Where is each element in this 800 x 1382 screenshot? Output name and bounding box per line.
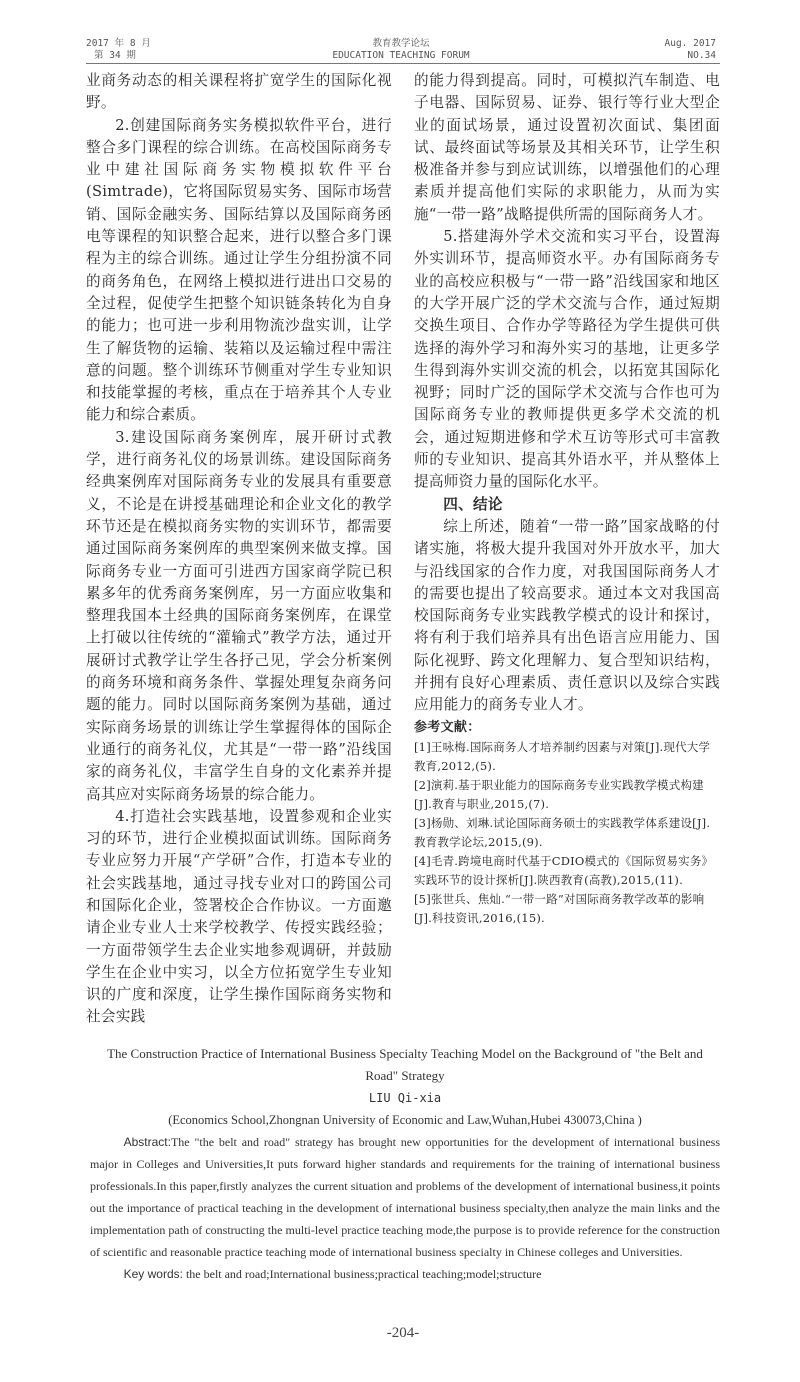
reference-item: [5]张世兵、焦灿.“一带一路”对国际商务教学改革的影响[J].科技资讯,2016,(15). xyxy=(414,891,705,925)
right-column xyxy=(414,70,720,928)
running-header-left xyxy=(86,38,296,62)
english-affiliation: (Economics School,Zhongnan University of Economic and Law,Wuhan,Hubei 430073,China ) xyxy=(168,1112,642,1127)
body-paragraph: 的能力得到提高。同时，可模拟汽车制造、电子电器、国际贸易、证券、银行等行业大型企业的面试场景，通过设置初次面试、集团面试、最终面试等场景及其相关环节，让学生积极准备并参与到应试训练，以增强他们的心理素质并提高他们实际的求职能力，从而为实施“一带一路”战略提供所需的国际商务人才。 xyxy=(414,72,720,223)
running-header xyxy=(86,38,720,64)
english-author: LIU Qi-xia xyxy=(368,1090,442,1105)
body-paragraph: 5.搭建海外学术交流和实习平台，设置海外实训环节，提高师资水平。办有国际商务专业的高校应积极与“一带一路”沿线国家和地区的大学开展广泛的学术交流与合作，通过短期交换生项目、合作办学等路径为学生提供可供选择的海外学习和海外实习的基地，让更多学生得到海外实训交流的机会，以拓宽其国际化视野；同时广泛的国际学术交流与合作也可为国际商务专业的教师提供更多学术交流的机会，通过短期进修和学术互访等形式可丰富教师的专业知识、提高其外语水平，并从整体上提高师资力量的国际化水平。 xyxy=(414,228,720,491)
keywords-label: Key words: xyxy=(123,1266,183,1281)
body-paragraph: 3.建设国际商务案例库，展开研讨式教学，进行商务礼仪的场景训练。建设国际商务经典案例库对国际商务专业的发展具有重要意义，不论是在讲授基础理论和企业文化的教学环节还是在模拟商务实物的实训环节，都需要通过国际商务案例库的典型案例来做支撑。国际商务专业一方面可引进西方国家商学院已积累多年的优秀商务案例库，另一方面应收集和整理我国本土经典的国际商务案例库，在课堂上打破以往传统的“灌输式”教学方法，通过开展研讨式教学让学生各抒己见，学会分析案例的商务环境和商务条件、掌握处理复杂商务问题的能力。同时以国际商务案例为基础，通过实际商务场景的训练让学生掌握得体的国际企业通行的商务礼仪，尤其是“一带一路”沿线国家的商务礼仪，丰富学生自身的文化素养并提高其应对实际商务场景的综合能力。 xyxy=(86,428,392,803)
conclusion-paragraph: 综上所述，随着“一带一路”国家战略的付诸实施，将极大提升我国对外开放水平，加大与沿线国家的合作力度，对我国国际商务人才的需要也提出了较高要求。通过本文对我国高校国际商务专业实践教学模式的设计和探讨，将有利于我们培养具有出色语言应用能力、国际化视野、跨文化理解力、复合型知识结构，并拥有良好心理素质、责任意识以及综合实践应用能力的商务专业人才。 xyxy=(414,517,720,714)
page-number: -204- xyxy=(386,1324,420,1341)
header-issue-cn: 第 34 期 xyxy=(94,50,136,61)
reference-item: [1]王咏梅.国际商务人才培养制约因素与对策[J].现代大学教育,2012,(5). xyxy=(414,739,711,773)
reference-item: [3]杨勋、刘琳.试论国际商务硕士的实践教学体系建设[J].教育教学论坛,2015,(9). xyxy=(414,815,711,849)
section-heading: 四、结论 xyxy=(443,495,503,513)
abstract-label: Abstract: xyxy=(123,1134,171,1149)
english-abstract xyxy=(90,1131,720,1263)
header-date-en: Aug. 2017 xyxy=(664,38,716,49)
running-header-right xyxy=(506,38,720,62)
header-issue-en: NO.34 xyxy=(687,50,716,61)
journal-name-cn: 教育教学论坛 xyxy=(372,38,430,49)
body-columns xyxy=(86,70,720,1029)
english-title: The Construction Practice of International Business Specialty Teaching Model on the Background of "the Belt and Road" Strategy xyxy=(107,1045,703,1083)
header-date-cn: 2017 年 8 月 xyxy=(86,38,151,49)
body-paragraph: 4.打造社会实践基地，设置参观和企业实习的环节，进行企业模拟面试训练。国际商务专业应努力开展“产学研”合作，打造本专业的社会实践基地，通过寻找专业对口的跨国公司和国际化企业，签署校企合作协议。一方面邀请企业专业人士来学校教学、传授实践经验；一方面带领学生去企业实地参观调研，并鼓励学生在企业中实习，以全方位拓宽学生专业知识的广度和深度，让学生操作国际商务实物和社会实践 xyxy=(86,807,392,1026)
reference-item: [2]演莉.基于职业能力的国际商务专业实践教学模式构建[J].教育与职业,2015,(7). xyxy=(414,777,704,811)
reference-item: [4]毛青.跨境电商时代基于CDIO模式的《国际贸易实务》实践环节的设计探析[J].陕西教育(高教),2015,(11). xyxy=(414,853,714,887)
english-keywords xyxy=(90,1263,720,1285)
keywords-text: the belt and road;International business;practical teaching;model;structure xyxy=(182,1266,542,1281)
english-abstract-section xyxy=(90,1043,720,1285)
body-paragraph: 业商务动态的相关课程将扩宽学生的国际化视野。 xyxy=(86,72,392,112)
body-paragraph: 2.创建国际商务实务模拟软件平台，进行整合多门课程的综合训练。在高校国际商务专业中建社国际商务实物模拟软件平台(Simtrade)，它将国际贸易实务、国际市场营销、国际金融实务、国际结算以及国际商务函电等课程的知识整合起来，进行以整合多门课程为主的综合训练。通过让学生分组扮演不同的商务角色，在网络上模拟进行进出口交易的全过程，促使学生把整个知识链条转化为自身的能力；也可进一步利用物流沙盘实训，让学生了解货物的运输、装箱以及运输过程中需注意的问题。整个训练环节侧重对学生专业知识和技能掌握的考核，重点在于培养其个人专业能力和综合素质。 xyxy=(86,116,392,424)
running-header-center xyxy=(296,38,506,62)
abstract-text: The "the belt and road" strategy has brought new opportunities for the development of international business major in Colleges and Universities,It puts forward higher standards and requirements for the training of international business professionals.In this paper,firstly analyzes the current situation and problems of the development of international business,it points out the importance of practical teaching in the development of international business specialty,then analyze the main links and the implementation path of constructing the multi-level practice teaching mode,the purpose is to provide reference for the construction of scientific and reasonable practice teaching mode of international business specialty in Chinese colleges and Universities. xyxy=(90,1134,720,1259)
left-column xyxy=(86,70,392,1029)
references-title: 参考文献： xyxy=(414,719,481,735)
journal-name-en: EDUCATION TEACHING FORUM xyxy=(332,50,470,61)
